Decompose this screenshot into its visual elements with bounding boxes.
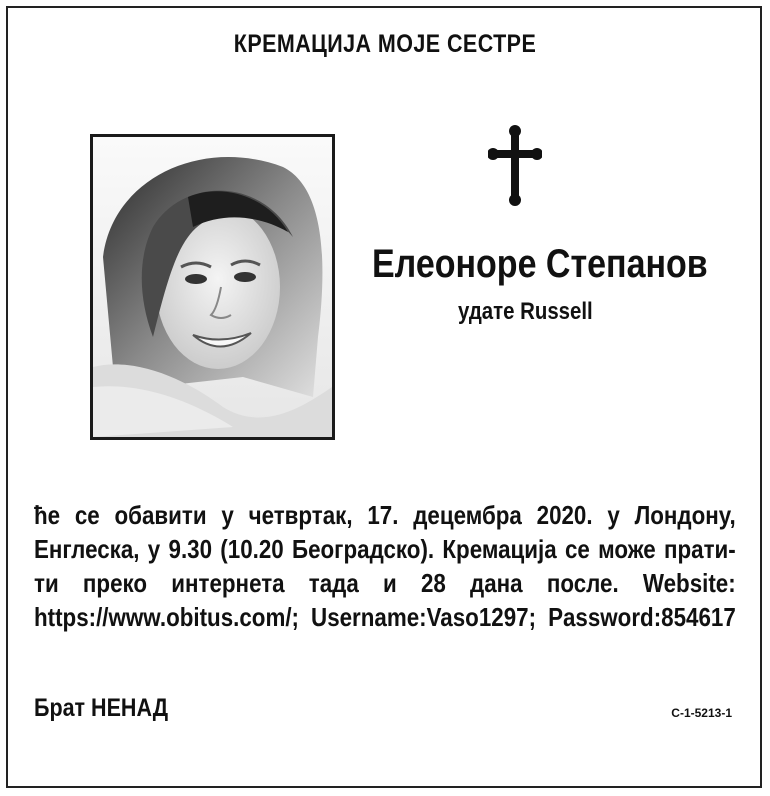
- orthodox-cross-icon: [488, 124, 542, 206]
- notice-title: КРЕМАЦИЈА МОЈЕ СЕСТРЕ: [233, 30, 537, 58]
- word: 28: [420, 568, 446, 598]
- word: Енглеска,: [34, 534, 140, 564]
- word: (10.20: [220, 534, 284, 564]
- word: 9.30: [168, 534, 213, 564]
- notice-code: C-1-5213-1: [671, 706, 732, 720]
- signature: Брат НЕНАД: [34, 694, 169, 722]
- word: интернета: [171, 568, 285, 598]
- word: тада: [308, 568, 359, 598]
- word: после.: [546, 568, 619, 598]
- word: може: [598, 534, 656, 564]
- word: се: [74, 500, 100, 530]
- username: Username:Vaso1297;: [311, 602, 537, 632]
- text-line-3: [34, 566, 736, 600]
- word: ти: [34, 568, 59, 598]
- portrait-photo: [90, 134, 335, 440]
- word: прати-: [663, 534, 736, 564]
- word: Лондону,: [634, 500, 736, 530]
- word: 17.: [367, 500, 399, 530]
- word: и: [383, 568, 397, 598]
- announcement-text: [34, 498, 736, 634]
- word: ће: [34, 500, 61, 530]
- married-name: удате Russell: [458, 298, 593, 325]
- deceased-name: Елеоноре Степанов: [372, 242, 708, 286]
- word: Кремација: [442, 534, 557, 564]
- text-line-4: [34, 600, 736, 634]
- word: 2020.: [536, 500, 593, 530]
- text-line-2: [34, 532, 736, 566]
- word: се: [564, 534, 590, 564]
- word: у: [221, 500, 234, 530]
- word: у: [147, 534, 161, 564]
- word: у: [607, 500, 620, 530]
- word: преко: [82, 568, 148, 598]
- word: четвртак,: [248, 500, 353, 530]
- word: дана: [470, 568, 523, 598]
- word: Website:: [642, 568, 736, 598]
- word: обавити: [114, 500, 207, 530]
- text-line-1: [34, 498, 736, 532]
- website-url: https://www.obitus.com/;: [34, 602, 300, 632]
- word: децембра: [413, 500, 522, 530]
- password: Password:854617: [548, 602, 736, 632]
- word: Београдско).: [292, 534, 435, 564]
